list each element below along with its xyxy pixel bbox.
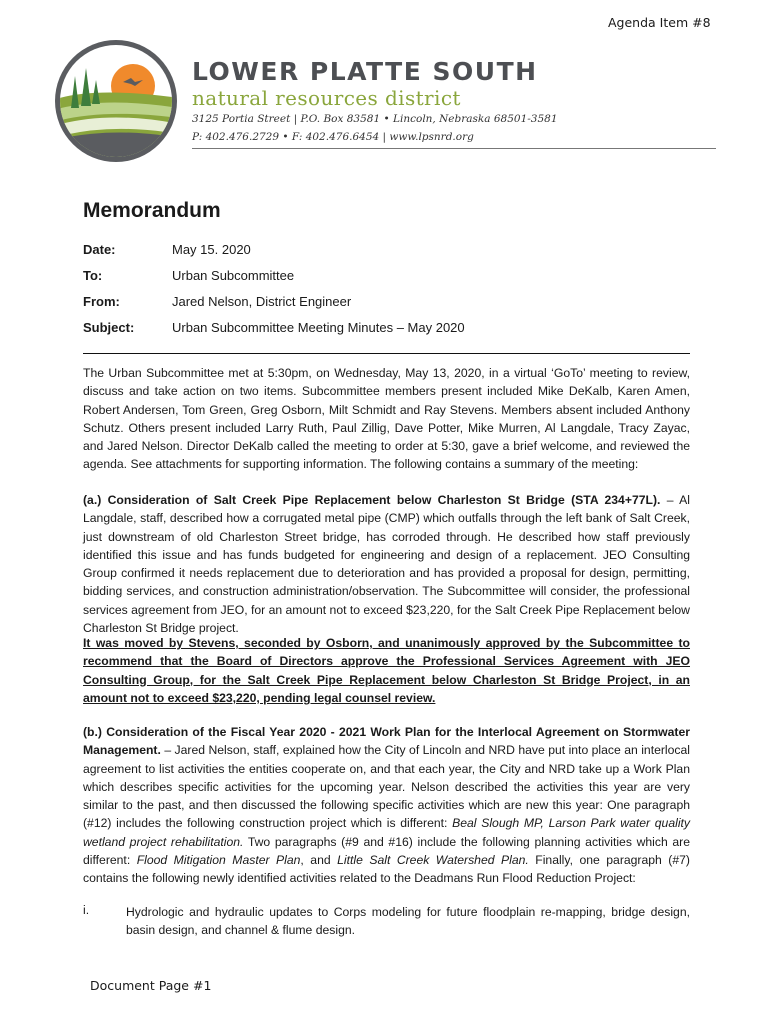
header-separator [83,353,690,354]
item-b-text-4: Finally, one paragraph (#7) contains the following newly identified activities related to the Deadmans Run Flood Reduction Project: [83,853,690,886]
org-name: LOWER PLATTE SOUTH [192,57,538,86]
item-b-text-2: Two paragraphs (#9 and #16) include the following planning activities which are different: [83,834,691,868]
item-b-heading: (b.) Consideration of the Fiscal Year 2020 - 2021 Work Plan for the Interlocal Agreement on Stormwater Management. [83,725,690,758]
to-label: To: [83,268,103,283]
page-footer: Document Page #1 [90,978,212,993]
date-label: Date: [83,242,116,257]
item-a-text: – Al Langdale, staff, described how a corrugated metal pipe (CMP) which outfalls through the left bank of Salt Creek, just downstream of old Charleston Street bridge, has corroded through. He described how staff previously identified this issue and has funds budgeted for engineering and design of a replacement. JEO Consulting Group confirmed it needs replacement due to deterioration and has provided a proposal for design, permitting, bidding services, and construction administration/observation. The Subcommittee will consider, the professional services agreement from JEO, for an amount not to exceed $23,220, for the Salt Creek Pipe Replacement below Charleston St Bridge project. [83,493,690,636]
item-a-paragraph [83,491,690,637]
item-a-heading: (a.) Consideration of Salt Creek Pipe Replacement below Charleston St Bridge (STA 234+77L). [83,493,661,507]
list-item-number: i. [83,903,90,917]
org-subtitle: natural resources district [192,86,461,110]
agenda-item-label: Agenda Item #8 [608,15,711,30]
item-b-text-1: – Jared Nelson, staff, explained how the City of Lincoln and NRD have put into place an interlocal agreement to list activities the entities cooperate on, and that each year, the City and NRD take up a Work Plan which describes specific activities for the upcoming year. Nelson described the activities this year are very similar to the past, and then discussed the following specific activities which are new this year: One paragraph (#12) includes the following construction project which is different: [83,743,690,831]
item-b-text-3: , and [300,853,338,868]
list-item-text: Hydrologic and hydraulic updates to Corps modeling for future floodplain re-mapping, bridge design, basin design, and channel & flume design. [126,905,690,938]
item-b-paragraph [83,723,690,888]
district-logo [53,38,179,164]
subject-label: Subject: [83,320,135,335]
memo-title: Memorandum [83,199,221,222]
motion-paragraph: It was moved by Stevens, seconded by Osborn, and unanimously approved by the Subcommittee to recommend that the Board of Directors approve the Professional Services Agreement with JEO Consulting Group, for the Salt Creek Pipe Replacement below Charleston St Bridge Project, in an amount not to exceed $23,220, pending legal counsel review. [83,636,690,705]
from-label: From: [83,294,120,309]
to-value: Urban Subcommittee [172,268,295,283]
org-address: 3125 Portia Street | P.O. Box 83581 • Lincoln, Nebraska 68501-3581 [192,113,558,125]
item-b-italic-2: Flood Mitigation Master Plan [136,853,301,868]
letterhead-rule [192,148,716,149]
item-b-italic-3: Little Salt Creek Watershed Plan. [337,853,529,868]
item-b-italic-1: Beal Slough MP, Larson Park water quality wetland project rehabilitation. [83,816,691,849]
from-value: Jared Nelson, District Engineer [172,294,352,309]
subject-value: Urban Subcommittee Meeting Minutes – May 2020 [172,320,465,335]
intro-paragraph: The Urban Subcommittee met at 5:30pm, on Wednesday, May 13, 2020, in a virtual ‘GoTo’ meeting to review, discuss and take action on two items. Subcommittee members present included Mike DeKalb, Karen Amen, Robert Andersen, Tom Green, Greg Osborn, Milt Schmidt and Ray Stevens. Members absent included Anthony Schutz. Others present included Larry Ruth, Paul Zillig, Dave Potter, Mike Murren, Al Langdale, Tracy Zayac, and Jared Nelson. Director DeKalb called the meeting to order at 5:30, gave a brief welcome, and reviewed the agenda. See attachments for supporting information. The following contains a summary of the meeting: [83,366,690,472]
org-contact: P: 402.476.2729 • F: 402.476.6454 | www.lpsnrd.org [192,131,474,143]
date-value: May 15. 2020 [172,242,251,257]
